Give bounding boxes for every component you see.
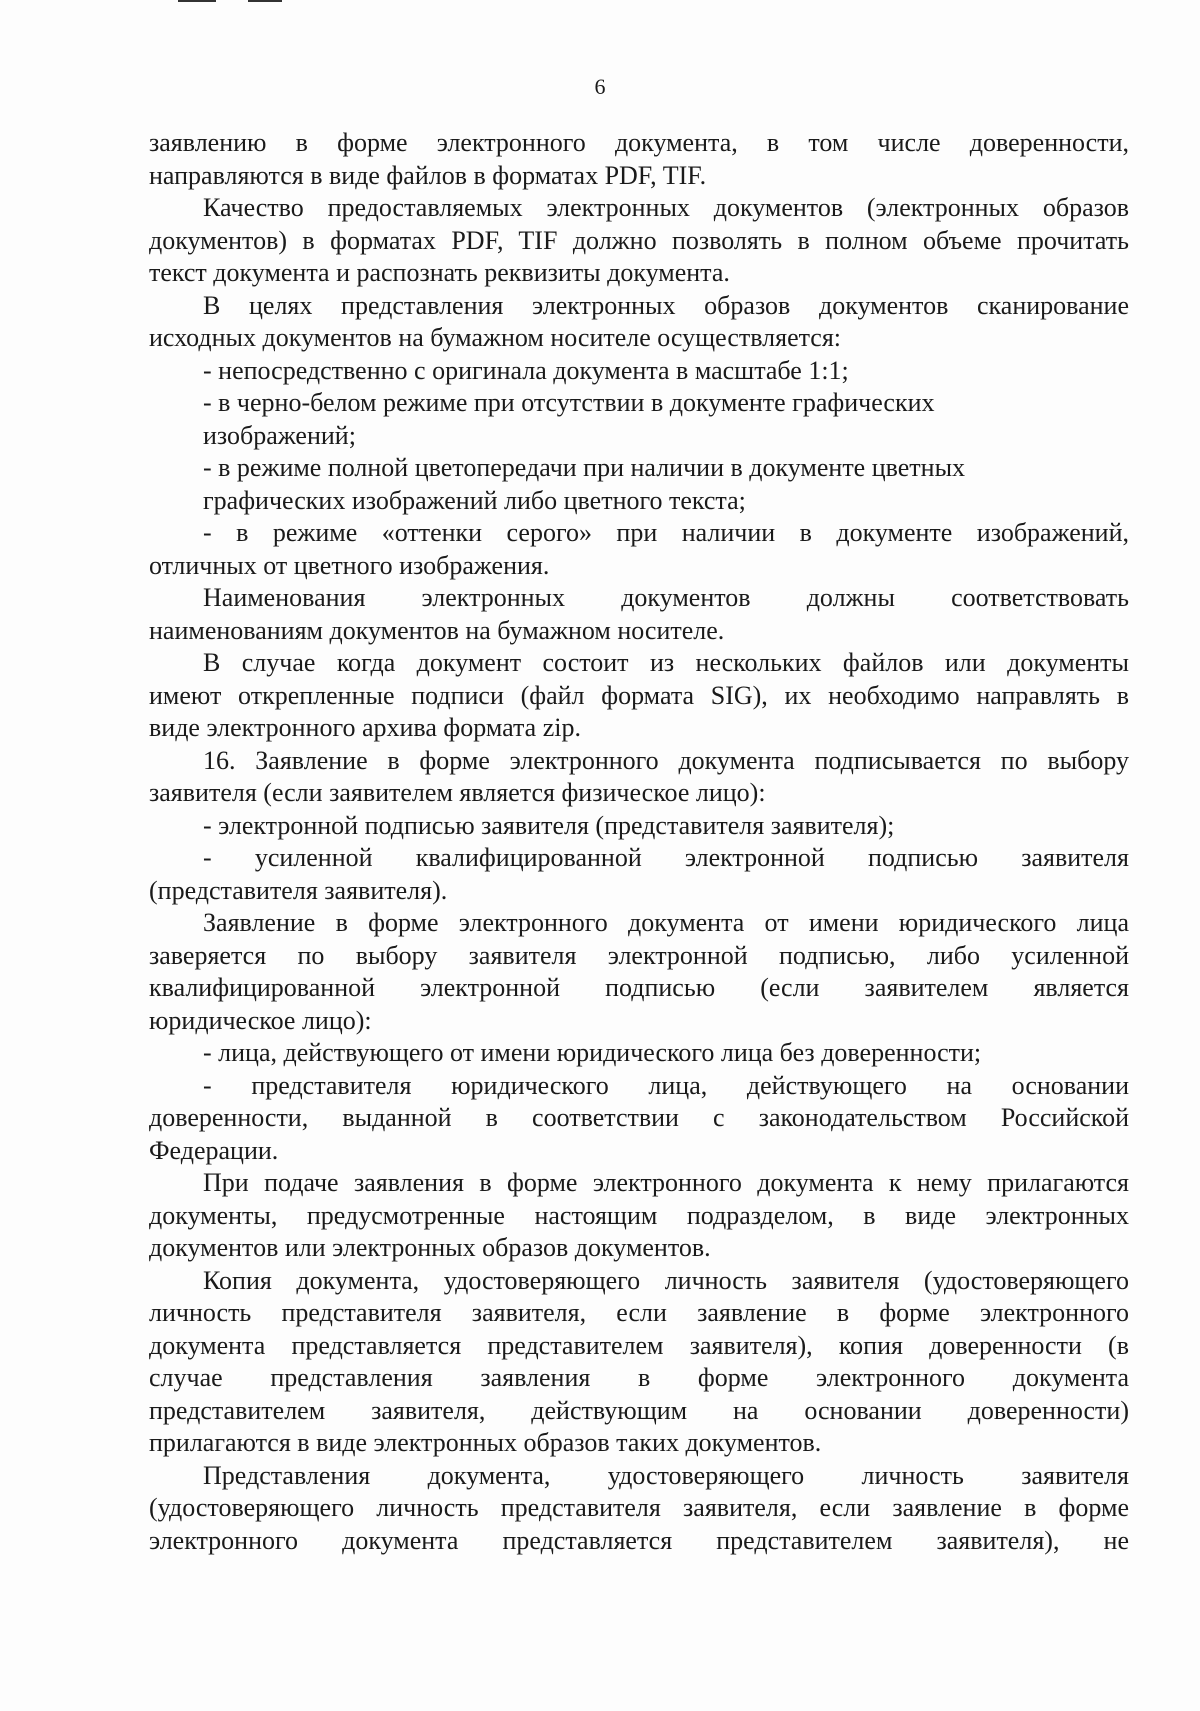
text-line: документа представляется представителем заявителя), копия доверенности (в xyxy=(149,1330,1129,1360)
document-body xyxy=(149,127,1129,1557)
page-number: 6 xyxy=(594,74,606,99)
text-line: юридическое лицо): xyxy=(149,1005,372,1035)
text-line: случае представления заявления в форме электронного документа xyxy=(149,1363,1129,1392)
text-line: - в режиме полной цветопередачи при наличии в документе цветных xyxy=(203,453,966,482)
text-line: наименованиям документов на бумажном носителе. xyxy=(149,615,725,645)
text-line: Наименования электронных документов должны соответствовать xyxy=(203,583,1129,612)
text-line: В случае когда документ состоит из нескольких файлов или документы xyxy=(203,648,1129,677)
text-line: Копия документа, удостоверяющего личность заявителя (удостоверяющего xyxy=(203,1265,1129,1295)
scan-edge-mark xyxy=(248,0,282,2)
text-line: - в режиме «оттенки серого» при наличии в документе изображений, xyxy=(203,518,1129,547)
text-line: (представителя заявителя). xyxy=(149,875,448,905)
text-line: - представителя юридического лица, действующего на основании xyxy=(203,1070,1129,1100)
text-line: При подаче заявления в форме электронного документа к нему прилагаются xyxy=(203,1168,1129,1197)
text-line: представителем заявителя, действующим на основании доверенности) xyxy=(149,1395,1129,1425)
text-line: текст документа и распознать реквизиты документа. xyxy=(149,258,730,287)
text-line: документов) в форматах PDF, TIF должно позволять в полном объеме прочитать xyxy=(149,225,1129,255)
text-line: доверенности, выданной в соответствии с законодательством Российской xyxy=(149,1103,1129,1132)
text-line: исходных документов на бумажном носителе осуществляется: xyxy=(149,323,842,352)
text-line: Заявление в форме электронного документа от имени юридического лица xyxy=(203,908,1129,937)
text-line: документы, предусмотренные настоящим подразделом, в виде электронных xyxy=(149,1200,1129,1230)
text-line: изображений; xyxy=(203,420,356,450)
text-line: - в черно-белом режиме при отсутствии в документе графических xyxy=(203,388,935,417)
text-line: заявлению в форме электронного документа, в том числе доверенности, xyxy=(149,128,1129,157)
text-line: (удостоверяющего личность представителя заявителя, если заявление в форме xyxy=(149,1493,1129,1522)
text-line: - усиленной квалифицированной электронной подписью заявителя xyxy=(203,843,1129,872)
text-line: документов или электронных образов документов. xyxy=(149,1233,711,1262)
text-line: Качество предоставляемых электронных документов (электронных образов xyxy=(203,193,1129,222)
text-line: виде электронного архива формата zip. xyxy=(149,713,581,742)
text-line: направляются в виде файлов в форматах PDF, TIF. xyxy=(149,160,707,190)
text-line: графических изображений либо цветного текста; xyxy=(203,485,746,515)
text-line: имеют открепленные подписи (файл формата SIG), их необходимо направлять в xyxy=(149,680,1129,710)
text-line: прилагаются в виде электронных образов таких документов. xyxy=(149,1428,822,1457)
text-line: 16. Заявление в форме электронного документа подписывается по выбору xyxy=(203,745,1129,775)
text-line: Федерации. xyxy=(149,1135,279,1165)
text-line: - лица, действующего от имени юридического лица без доверенности; xyxy=(203,1038,982,1067)
scan-edge-mark xyxy=(178,0,216,2)
text-line: заявителя (если заявителем является физическое лицо): xyxy=(149,778,766,807)
text-line: электронного документа представляется представителем заявителя), не xyxy=(149,1525,1129,1555)
text-line: личность представителя заявителя, если заявление в форме электронного xyxy=(149,1298,1129,1327)
text-line: - непосредственно с оригинала документа в масштабе 1:1; xyxy=(203,355,849,385)
text-line: заверяется по выбору заявителя электронной подписью, либо усиленной xyxy=(149,940,1129,970)
text-line: В целях представления электронных образов документов сканирование xyxy=(203,290,1129,320)
text-line: Представления документа, удостоверяющего личность заявителя xyxy=(203,1460,1129,1490)
text-line: отличных от цветного изображения. xyxy=(149,550,550,580)
text-line: квалифицированной электронной подписью (если заявителем является xyxy=(149,973,1129,1002)
text-line: - электронной подписью заявителя (представителя заявителя); xyxy=(203,810,895,840)
